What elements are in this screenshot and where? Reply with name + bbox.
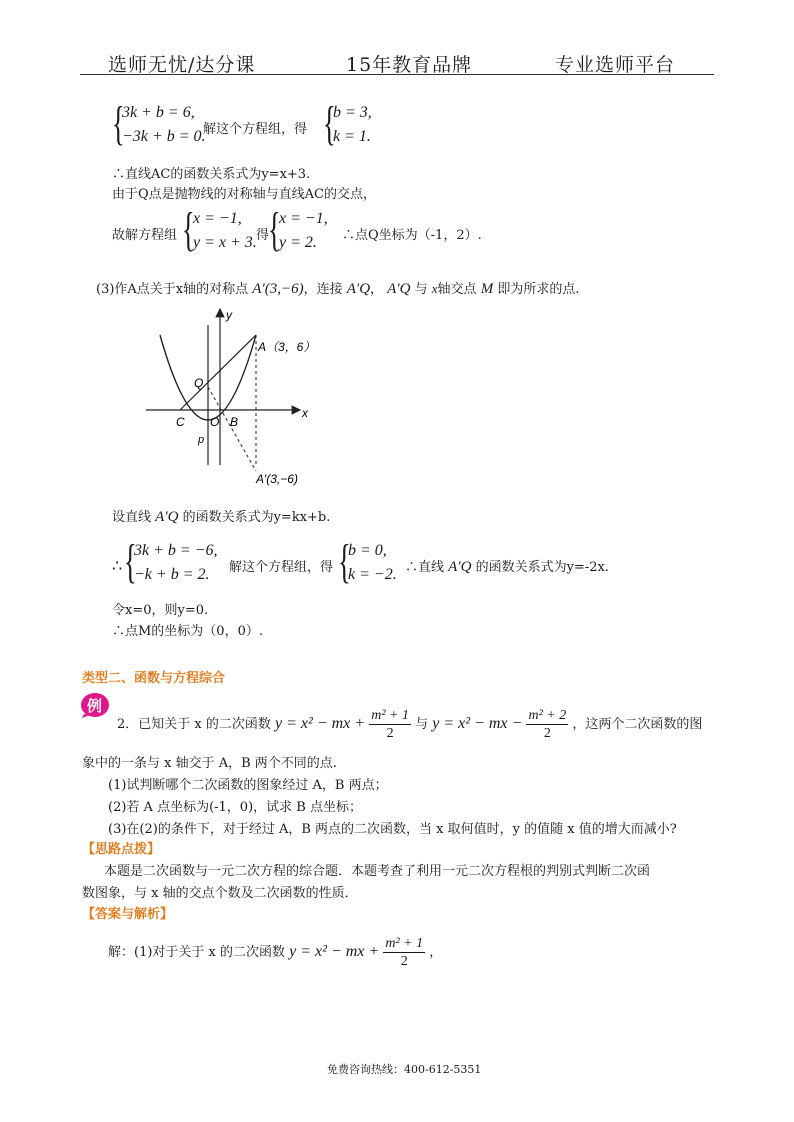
hint-line-2: 数图象，与 x 轴的交点个数及二次函数的性质．	[82, 886, 358, 901]
brace: {	[112, 97, 125, 150]
label-a: A（3，6）	[258, 340, 316, 354]
equation: k = −2.	[348, 566, 397, 583]
fraction-denominator: 2	[386, 726, 394, 741]
fraction	[383, 935, 425, 970]
part3-text-e: 即为所求的点.	[497, 282, 580, 297]
label-c: C	[176, 415, 185, 429]
q-reason: 由于Q点是抛物线的对称轴与直线AC的交点，	[112, 187, 376, 202]
header-right: 专业选师平台	[555, 54, 676, 76]
x-variable: x	[431, 281, 438, 296]
question-line-2: 象中的一条与 x 轴交于 A，B 两个不同的点.	[82, 756, 337, 771]
header-rule	[80, 74, 714, 75]
part3-text-b: ，连接	[303, 282, 343, 297]
formula-f2: y = x² − mx −	[432, 715, 523, 732]
section-title: 类型二、函数与方程综合	[82, 671, 226, 686]
q-solve-prefix: 故解方程组	[112, 228, 178, 243]
example-badge	[80, 692, 110, 718]
label-x: x	[302, 406, 308, 420]
brace: {	[182, 203, 195, 256]
equation: y = x + 3.	[193, 234, 257, 251]
parabola-figure	[140, 305, 320, 495]
brace: {	[338, 535, 351, 588]
equation: −3k + b = 0.	[122, 128, 206, 145]
segment-aq: A′Q	[387, 281, 411, 297]
sub-question-2: (2)若 A 点坐标为(-1，0)，试求 B 点坐标；	[108, 800, 362, 815]
brace: {	[268, 203, 281, 256]
part3-text-a: (3)作A点关于x轴的对称点	[96, 282, 249, 297]
equation: b = 3,	[333, 104, 372, 121]
equation: k = 1.	[333, 128, 371, 145]
segment-aq: A′Q	[448, 559, 472, 575]
solution-suffix: ，	[429, 945, 443, 960]
equation: x = −1,	[193, 210, 242, 227]
q-coordinates: ∴点Q坐标为（-1，2）.	[342, 228, 482, 243]
question-line-1	[117, 704, 702, 745]
fraction-denominator: 2	[400, 954, 408, 969]
label-q: Q	[194, 376, 204, 390]
equation: 3k + b = −6,	[134, 542, 218, 559]
fraction	[526, 707, 568, 742]
hint-title: 【思路点拨】	[82, 842, 161, 857]
q-solve-get: 得	[256, 228, 270, 243]
point-a-prime: A′(3,−6)	[252, 281, 304, 297]
label-a-prime: A′(3,−6)	[256, 472, 298, 486]
and-text: 与	[415, 717, 429, 732]
part3-text: (3)作A点关于x轴的对称点 A′(3,−6)，连接 A′Q， A′Q 与 x轴交点 M 即为所求的点.	[96, 281, 580, 297]
let-x-zero: 令x=0，则y=0.	[112, 603, 209, 618]
label-o: O	[210, 415, 220, 429]
segment-aq: A′Q	[155, 509, 179, 525]
brace: {	[124, 535, 137, 588]
fraction-numerator: m² + 2	[528, 708, 567, 723]
solve-text: 解这个方程组，得	[203, 122, 308, 137]
solve-text: 解这个方程组，得	[229, 560, 334, 575]
brace: {	[323, 97, 336, 150]
footer-hotline: 免费咨询热线：400-612-5351	[327, 1063, 482, 1076]
label-p: p	[198, 434, 205, 446]
label-b: B	[230, 415, 239, 429]
equation: −k + b = 2.	[134, 566, 210, 583]
part3-text-c: 与	[414, 282, 428, 297]
equation: b = 0,	[348, 542, 387, 559]
point-m: M	[480, 281, 494, 297]
sub-question-3: (3)在(2)的条件下，对于经过 A，B 两点的二次函数，当 x 取何值时，y 的值随 x 值的增大而减小?	[108, 822, 677, 837]
segment-aq: A′Q	[346, 281, 371, 297]
equation: x = −1,	[279, 210, 328, 227]
question-prefix: 2．已知关于 x 的二次函数	[117, 717, 271, 732]
solution-prefix: 解：(1)对于关于 x 的二次函数	[108, 945, 286, 960]
aq-result-prefix: ∴直线	[405, 560, 445, 575]
label-y: y	[226, 308, 232, 322]
fraction-numerator: m² + 1	[385, 936, 424, 951]
fraction-denominator: 2	[543, 726, 551, 741]
header-left: 选师无忧/达分课	[108, 54, 256, 76]
equation: 3k + b = 6,	[122, 104, 195, 121]
example-badge-label: 例	[87, 697, 103, 715]
hint-line-1: 本题是二次函数与一元二次方程的综合题．本题考查了利用一元二次方程根的判别式判断二次函	[104, 864, 651, 879]
formula-solution: y = x² − mx +	[289, 943, 380, 960]
fraction	[369, 707, 411, 742]
aq-result-suffix: 的函数关系式为y=-2x.	[475, 560, 609, 575]
point-m-coordinates: ∴点M的坐标为（0，0）.	[112, 624, 263, 639]
part3-text-d: 轴交点	[437, 282, 477, 297]
therefore: ∴	[112, 556, 123, 575]
set-line-suffix: 的函数关系式为y=kx+b.	[182, 510, 331, 525]
answer-title: 【答案与解析】	[82, 907, 174, 922]
fraction-numerator: m² + 1	[371, 708, 409, 723]
header-center: 15年教育品牌	[346, 54, 473, 76]
solution-line	[108, 932, 442, 973]
equation: y = 2.	[279, 234, 317, 251]
set-line	[112, 506, 330, 526]
question-suffix: ，这两个二次函数的图	[572, 717, 703, 732]
sub-question-1: (1)试判断哪个二次函数的图象经过 A，B 两点；	[108, 778, 388, 793]
aq-result	[405, 556, 609, 576]
line-ac-result: ∴直线AC的函数关系式为y=x+3.	[112, 167, 311, 182]
formula-f1: y = x² − mx +	[275, 715, 366, 732]
set-line-prefix: 设直线	[112, 510, 152, 525]
